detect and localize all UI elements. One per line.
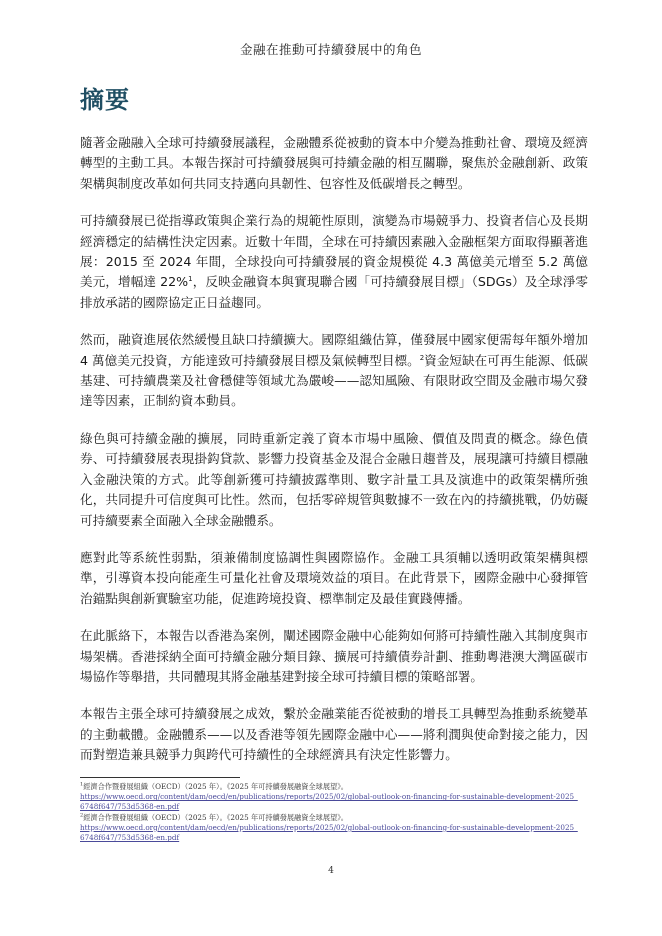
footnote-citation: 經濟合作暨發展組織（OECD）（2025 年）。《2025 年可持續發展融資全球展望》。 [83,812,348,822]
body-text [80,133,588,783]
paragraph-green-finance: 綠色與可持續金融的擴展，同時重新定義了資本市場中風險、價值及問責的概念。綠色債券、可持續發展表現掛鈎貸款、影響力投資基金及混合金融日趨普及，展現讓可持續目標融入金融決策的方式。此等創新獲可持續披露準則、數字計量工具及演進中的政策架構所強化，共同提升可信度與可比性。然而，包括零碎規管與數據不一致在內的持續挑戰，仍妨礙可持續要素全面融入全球金融體系。 [80,430,588,528]
paragraph-text: ，反映金融資本與實現聯合國「可持續發展目標」（SDGs）及全球淨零排放承諾的國際協定正日益趨同。 [80,274,588,310]
footnote-divider [80,777,240,778]
paragraph-conclusion: 本報告主張全球可持續發展之成效，繫於金融業能否從被動的增長工具轉型為推動系統變革的主動載體。金融體系——以及香港等領先國際金融中心——將利潤與使命對接之能力，因而對塑造兼具競爭力與跨代可持續性的全球經濟具有決定性影響力。 [80,706,588,763]
paragraph-financing-gap [80,330,588,412]
footnote-citation: 經濟合作暨發展組織（OECD）（2025 年）。《2025 年可持續發展融資全球展望》。 [83,782,348,791]
footnotes [80,782,580,843]
paragraph-intro: 隨著金融融入全球可持續發展議程，金融體系從被動的資本中介變為推動社會、環境及經濟轉型的主動工具。本報告探討可持續發展與可持續金融的相互關聯，聚焦於金融創新、政策架構與制度改革如何共同支持邁向具韌性、包容性及低碳增長之轉型。 [80,135,588,191]
footnote-number: 1 [80,781,84,788]
paragraph-coordination: 應對此等系統性弱點，須兼備制度協調性與國際協作。金融工具須輔以透明政策架構與標準，引導資本投向能產生可量化社會及環境效益的項目。在此背景下，國際金融中心發揮管治錨點與創新實驗室功能，促進跨境投資、標準制定及最佳實踐傳播。 [80,549,588,606]
paragraph-hong-kong: 在此脈絡下，本報告以香港為案例，闡述國際金融中心能夠如何將可持續性融入其制度與市場架構。香港採納全面可持續金融分類目錄、擴展可持續債券計劃、推動粵港澳大灣區碳市場協作等舉措，共同體現其將金融基建對接全球可持續目標的策略部署。 [80,628,588,684]
paragraph-text: 資金短缺在可再生能源、低碳基建、可持續農業及社會穩健等領域尤為嚴峻——認知風險、有限財政空間及金融市場欠發達等因素，正制約資本動員。 [80,352,588,409]
footnote-link[interactable]: https://www.oecd.org/content/dam/oecd/en/publications/reports/2025/02/global-outlook-on-financing-for-sustainable-development-2025_6748f647/753d5368-en.pdf [80,792,578,812]
paragraph-sustainable-development [80,211,588,313]
page-number: 4 [328,866,334,876]
footnote-item [80,782,580,813]
footnote-item [80,813,580,844]
footnote-ref[interactable]: 2 [419,353,425,362]
running-header: 金融在推動可持續發展中的角色 [239,42,422,57]
footnote-number: 2 [80,812,84,819]
section-title: 摘要 [80,86,130,114]
footnote-ref[interactable]: 1 [188,275,193,284]
footnote-link[interactable]: https://www.oecd.org/content/dam/oecd/en/publications/reports/2025/02/global-outlook-on-financing-for-sustainable-development-2025_6748f647/753d5368-en.pdf [80,822,578,843]
paragraph-text: 然而，融資進展依然緩慢且缺口持續擴大。國際組織估算，僅發展中國家便需每年額外增加 4 萬億美元投資，方能達致可持續發展目標及氣候轉型目標。 [80,332,588,368]
paragraph-text: 可持續發展已從指導政策與企業行為的規範性原則，演變為市場競爭力、投資者信心及長期經濟穩定的結構性決定因素。近數十年間，全球在可持續因素融入金融框架方面取得顯著進展：2015 至 2024 年間，全球投向可持續發展的資金規模從 4.3 萬億美元增至 5.2 萬億美元，增幅達 22% [80,213,588,290]
